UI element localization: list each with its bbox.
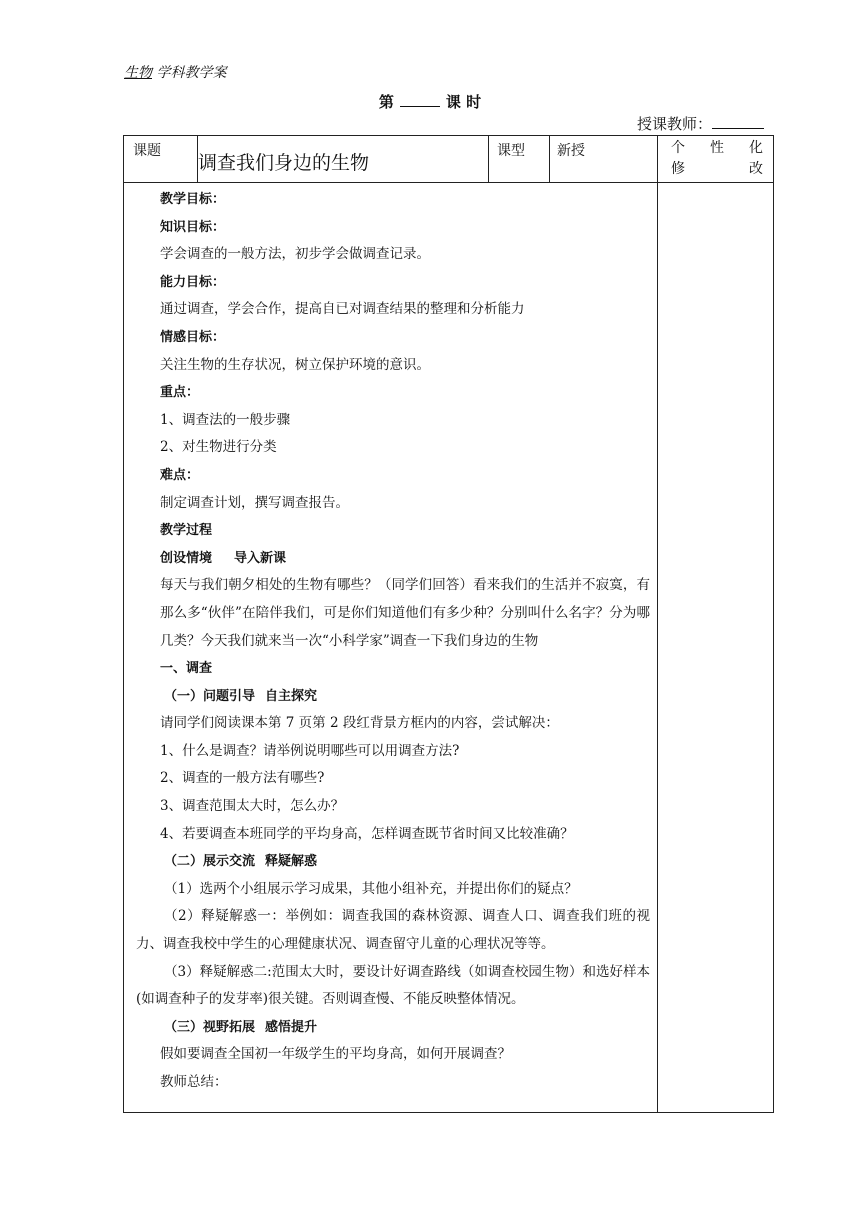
remark-header: [657, 138, 769, 180]
remark-char: 个: [671, 140, 685, 156]
content-line: 1、什么是调查？请举例说明哪些可以用调查方法?: [160, 742, 460, 759]
content-line: 学会调查的一般方法，初步学会做调查记录。: [160, 246, 430, 263]
content-paragraph: （2）释疑解惑一：举例如：调查我国的森林资源、调查人口、调查我们班的视力、调查我校中学生的心理健康状况、调查留守儿童的心理状况等等。: [136, 908, 650, 953]
type-label: 课型: [497, 143, 525, 159]
section-heading: 情感目标：: [160, 329, 226, 345]
type-value: 新授: [557, 143, 585, 159]
divider: [657, 136, 658, 1112]
lesson-content: [136, 186, 650, 1097]
section-heading: [136, 1014, 650, 1042]
section-heading: 教学目标：: [160, 192, 226, 207]
heading-part: 释疑解惑: [265, 854, 318, 870]
teacher-line: [637, 113, 764, 134]
lesson-number-line: [0, 91, 860, 112]
section-heading: 难点：: [160, 467, 200, 483]
section-heading: [136, 848, 650, 876]
divider: [124, 182, 773, 183]
content-line: 请同学们阅读课本第 7 页第 2 段红背景方框内的内容，尝试解决：: [160, 715, 559, 732]
divider: [488, 136, 489, 182]
divider: [549, 136, 550, 182]
section-heading: 能力目标：: [160, 274, 226, 290]
doc-header: [124, 62, 226, 82]
section-heading: 知识目标：: [160, 219, 226, 235]
subject-name: 生物: [124, 65, 152, 81]
remark-char: 改: [749, 161, 763, 177]
content-line: 教师总结：: [160, 1074, 228, 1090]
heading-part: 自主探究: [265, 688, 318, 704]
content-paragraph: （3）释疑解惑二:范围太大时，要设计好调查路线（如调查校园生物）和选好样本(如调查种子的发芽率)很关键。否则调查慢、不能反映整体情况。: [136, 963, 650, 1008]
lesson-suffix: 课 时: [445, 93, 482, 111]
remark-char: 化: [749, 140, 763, 156]
remark-char: 性: [710, 140, 724, 156]
doc-subtitle: 学科教学案: [152, 65, 227, 81]
remark-char: 修: [671, 161, 685, 177]
content-paragraph: 每天与我们朝夕相处的生物有哪些？（同学们回答）看来我们的生活并不寂寞，有那么多“伙伴”在陪伴我们，可是你们知道他们有多少种？分别叫什么名字？分为哪几类？今天我们就来当一次“小科学家”调查一下我们身边的生物: [160, 577, 650, 649]
section-heading: [136, 545, 650, 573]
heading-part: 感悟提升: [265, 1019, 318, 1035]
content-line: 制定调查计划，撰写调查报告。: [160, 494, 349, 511]
content-line: 2、对生物进行分类: [160, 439, 277, 456]
lesson-number-blank: [400, 92, 440, 107]
section-heading: [136, 683, 650, 711]
heading-part: （二）展示交流: [164, 854, 256, 870]
section-heading: 一、调查: [160, 661, 213, 677]
content-line: 关注生物的生存状况，树立保护环境的意识。: [160, 356, 430, 373]
topic-title: 调查我们身边的生物: [198, 152, 370, 174]
topic-label: 课题: [133, 143, 161, 159]
heading-part: （三）视野拓展: [164, 1019, 256, 1035]
content-line: 2、调查的一般方法有哪些?: [160, 770, 325, 787]
lesson-plan-table: [123, 135, 774, 1113]
content-line: 假如要调查全国初一年级学生的平均身高，如何开展调查？: [160, 1046, 511, 1063]
content-line: 4、若要调查本班同学的平均身高，怎样调查既节省时间又比较准确？: [160, 825, 574, 842]
content-line: 通过调查，学会合作，提高自已对调查结果的整理和分析能力: [160, 301, 525, 318]
heading-part: （一）问题引导: [164, 688, 256, 704]
heading-part: 创设情境: [160, 550, 213, 566]
teacher-name-blank: [712, 114, 764, 129]
teacher-label: 授课教师：: [636, 115, 712, 133]
lesson-prefix: 第: [378, 93, 394, 111]
section-heading: 教学过程: [160, 523, 213, 539]
heading-part: 导入新课: [234, 550, 287, 566]
content-line: 1、调查法的一般步骤: [160, 411, 291, 428]
section-heading: 重点：: [160, 385, 200, 401]
content-line: 3、调查范围太大时，怎么办？: [160, 798, 345, 815]
content-line: （1）选两个小组展示学习成果，其他小组补充，并提出你们的疑点？: [164, 880, 578, 897]
